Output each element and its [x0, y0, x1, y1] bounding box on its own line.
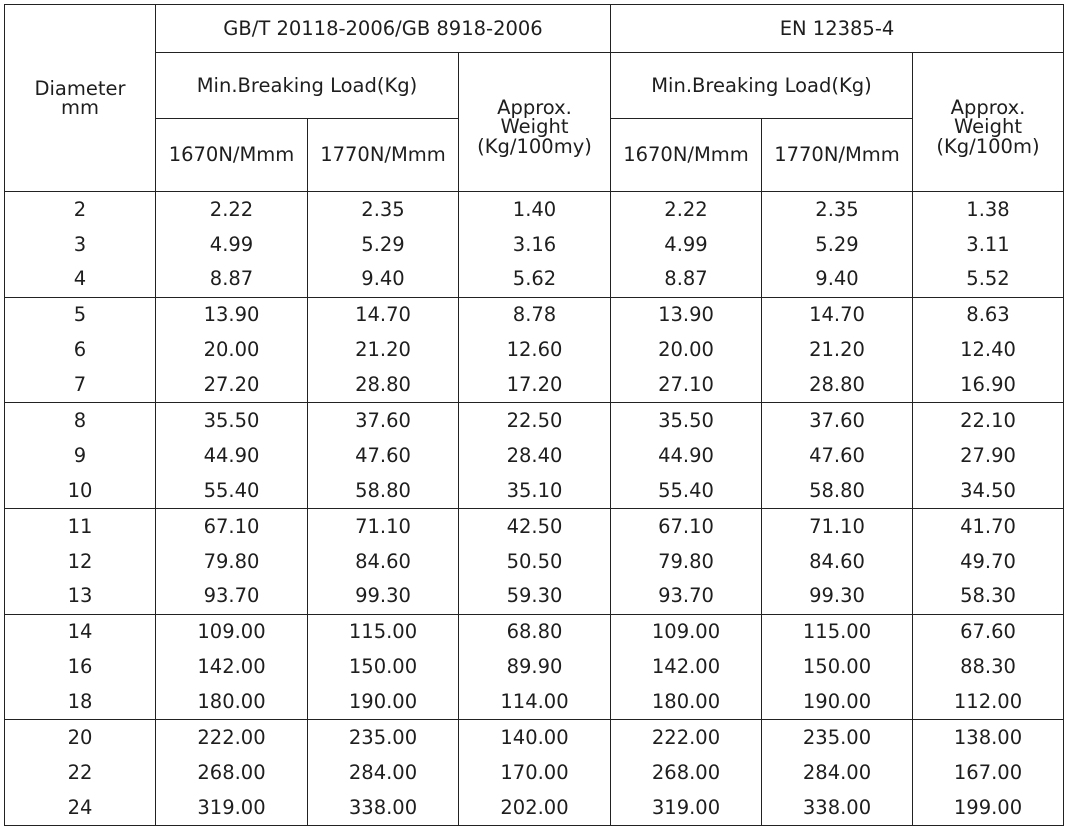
standard-header-gb: GB/T 20118-2006/GB 8918-2006 [156, 5, 611, 53]
cell-en-1670: 79.80 [611, 544, 762, 579]
cell-gb-1670: 2.22 [156, 192, 308, 227]
cell-gb-1770: 115.00 [308, 614, 459, 649]
table-row [5, 614, 1064, 649]
cell-gb-1670: 180.00 [156, 684, 308, 719]
cell-diameter: 3 [5, 227, 156, 262]
wire-rope-spec-table [4, 4, 1064, 826]
cell-gb-1770: 58.80 [308, 473, 459, 508]
cell-gb-1770: 21.20 [308, 333, 459, 368]
cell-en-1670: 20.00 [611, 333, 762, 368]
cell-en-weight: 167.00 [913, 755, 1064, 790]
cell-en-1770: 5.29 [762, 227, 913, 262]
weight-header-gb-line3: (Kg/100my) [477, 134, 592, 158]
cell-gb-1770: 9.40 [308, 262, 459, 297]
weight-header-en [913, 53, 1064, 192]
cell-en-1770: 84.60 [762, 544, 913, 579]
cell-gb-1770: 235.00 [308, 720, 459, 755]
cell-gb-weight: 1.40 [459, 192, 611, 227]
cell-gb-weight: 89.90 [459, 650, 611, 685]
cell-en-weight: 34.50 [913, 473, 1064, 508]
cell-gb-1770: 150.00 [308, 650, 459, 685]
cell-en-1770: 235.00 [762, 720, 913, 755]
cell-en-1770: 14.70 [762, 297, 913, 332]
cell-diameter: 24 [5, 790, 156, 825]
cell-diameter: 14 [5, 614, 156, 649]
table-row [5, 790, 1064, 825]
cell-en-1670: 319.00 [611, 790, 762, 825]
breaking-load-header-gb: Min.Breaking Load(Kg) [156, 53, 459, 119]
diameter-header-line2: mm [61, 96, 99, 119]
cell-gb-1670: 67.10 [156, 509, 308, 544]
cell-gb-1670: 93.70 [156, 579, 308, 614]
cell-gb-1670: 319.00 [156, 790, 308, 825]
cell-gb-weight: 170.00 [459, 755, 611, 790]
breaking-load-header-en: Min.Breaking Load(Kg) [611, 53, 913, 119]
cell-en-weight: 58.30 [913, 579, 1064, 614]
cell-gb-1670: 20.00 [156, 333, 308, 368]
cell-en-1670: 268.00 [611, 755, 762, 790]
cell-en-1670: 67.10 [611, 509, 762, 544]
cell-en-1770: 71.10 [762, 509, 913, 544]
cell-en-weight: 22.10 [913, 403, 1064, 438]
cell-en-1670: 4.99 [611, 227, 762, 262]
cell-gb-1670: 27.20 [156, 367, 308, 402]
cell-gb-1770: 190.00 [308, 684, 459, 719]
cell-gb-1770: 37.60 [308, 403, 459, 438]
grade-header-gb-1770: 1770N/Mmm [308, 119, 459, 192]
weight-header-en-line3: (Kg/100m) [936, 134, 1040, 158]
cell-en-1670: 35.50 [611, 403, 762, 438]
cell-en-weight: 1.38 [913, 192, 1064, 227]
cell-gb-1770: 84.60 [308, 544, 459, 579]
cell-gb-weight: 68.80 [459, 614, 611, 649]
cell-gb-1770: 47.60 [308, 438, 459, 473]
cell-en-1670: 222.00 [611, 720, 762, 755]
cell-en-1670: 13.90 [611, 297, 762, 332]
cell-gb-1770: 99.30 [308, 579, 459, 614]
cell-gb-1670: 55.40 [156, 473, 308, 508]
cell-en-1770: 37.60 [762, 403, 913, 438]
weight-header-en-line1: Approx. [950, 95, 1026, 119]
cell-gb-weight: 5.62 [459, 262, 611, 297]
cell-diameter: 2 [5, 192, 156, 227]
cell-diameter: 10 [5, 473, 156, 508]
cell-gb-weight: 202.00 [459, 790, 611, 825]
cell-en-weight: 27.90 [913, 438, 1064, 473]
diameter-header [5, 5, 156, 192]
cell-gb-1770: 284.00 [308, 755, 459, 790]
table-row [5, 192, 1064, 227]
cell-gb-1770: 5.29 [308, 227, 459, 262]
table-row [5, 720, 1064, 755]
cell-en-1670: 93.70 [611, 579, 762, 614]
cell-gb-weight: 59.30 [459, 579, 611, 614]
cell-en-1670: 109.00 [611, 614, 762, 649]
cell-diameter: 18 [5, 684, 156, 719]
cell-gb-weight: 22.50 [459, 403, 611, 438]
cell-en-1670: 180.00 [611, 684, 762, 719]
grade-header-en-1670: 1670N/Mmm [611, 119, 762, 192]
cell-en-weight: 12.40 [913, 333, 1064, 368]
table-row [5, 297, 1064, 332]
grade-header-en-1770: 1770N/Mmm [762, 119, 913, 192]
cell-diameter: 4 [5, 262, 156, 297]
table-row [5, 333, 1064, 368]
cell-diameter: 5 [5, 297, 156, 332]
cell-diameter: 13 [5, 579, 156, 614]
weight-header-gb-line2: Weight [500, 115, 569, 139]
cell-en-1770: 284.00 [762, 755, 913, 790]
weight-header-gb-line1: Approx. [497, 95, 572, 119]
cell-diameter: 7 [5, 367, 156, 402]
cell-en-1770: 338.00 [762, 790, 913, 825]
weight-header-gb [459, 53, 611, 192]
cell-en-1670: 44.90 [611, 438, 762, 473]
cell-en-1770: 115.00 [762, 614, 913, 649]
cell-en-weight: 138.00 [913, 720, 1064, 755]
cell-en-weight: 8.63 [913, 297, 1064, 332]
cell-en-1770: 190.00 [762, 684, 913, 719]
cell-gb-weight: 3.16 [459, 227, 611, 262]
table-row [5, 367, 1064, 402]
cell-gb-1670: 79.80 [156, 544, 308, 579]
cell-gb-1670: 4.99 [156, 227, 308, 262]
cell-gb-weight: 42.50 [459, 509, 611, 544]
table-row [5, 473, 1064, 508]
cell-diameter: 11 [5, 509, 156, 544]
weight-header-en-line2: Weight [954, 115, 1022, 139]
cell-gb-1670: 44.90 [156, 438, 308, 473]
cell-en-weight: 88.30 [913, 650, 1064, 685]
cell-en-1670: 27.10 [611, 367, 762, 402]
cell-en-1770: 150.00 [762, 650, 913, 685]
cell-en-weight: 112.00 [913, 684, 1064, 719]
cell-diameter: 12 [5, 544, 156, 579]
cell-en-weight: 16.90 [913, 367, 1064, 402]
table-row [5, 227, 1064, 262]
cell-gb-weight: 8.78 [459, 297, 611, 332]
table-row [5, 509, 1064, 544]
diameter-header-line1: Diameter [34, 76, 126, 100]
cell-gb-1770: 71.10 [308, 509, 459, 544]
table-row [5, 544, 1064, 579]
cell-gb-weight: 28.40 [459, 438, 611, 473]
cell-en-weight: 5.52 [913, 262, 1064, 297]
cell-en-weight: 199.00 [913, 790, 1064, 825]
cell-gb-weight: 35.10 [459, 473, 611, 508]
table-body [5, 192, 1064, 826]
cell-en-1670: 2.22 [611, 192, 762, 227]
cell-gb-1770: 338.00 [308, 790, 459, 825]
cell-diameter: 20 [5, 720, 156, 755]
cell-gb-weight: 12.60 [459, 333, 611, 368]
table-row [5, 650, 1064, 685]
cell-diameter: 9 [5, 438, 156, 473]
cell-gb-1670: 222.00 [156, 720, 308, 755]
cell-diameter: 22 [5, 755, 156, 790]
cell-diameter: 8 [5, 403, 156, 438]
cell-gb-weight: 114.00 [459, 684, 611, 719]
cell-en-weight: 49.70 [913, 544, 1064, 579]
cell-diameter: 16 [5, 650, 156, 685]
cell-en-1770: 2.35 [762, 192, 913, 227]
cell-en-weight: 41.70 [913, 509, 1064, 544]
cell-en-1770: 58.80 [762, 473, 913, 508]
table-row [5, 579, 1064, 614]
cell-gb-weight: 17.20 [459, 367, 611, 402]
table-row [5, 262, 1064, 297]
cell-en-1770: 47.60 [762, 438, 913, 473]
cell-gb-1670: 142.00 [156, 650, 308, 685]
standard-header-en: EN 12385-4 [611, 5, 1064, 53]
cell-gb-1770: 2.35 [308, 192, 459, 227]
cell-diameter: 6 [5, 333, 156, 368]
cell-gb-1670: 268.00 [156, 755, 308, 790]
table-row [5, 403, 1064, 438]
table-row [5, 755, 1064, 790]
grade-header-gb-1670: 1670N/Mmm [156, 119, 308, 192]
cell-en-weight: 67.60 [913, 614, 1064, 649]
cell-gb-1770: 14.70 [308, 297, 459, 332]
cell-gb-weight: 140.00 [459, 720, 611, 755]
cell-gb-1670: 13.90 [156, 297, 308, 332]
cell-gb-1770: 28.80 [308, 367, 459, 402]
cell-en-1770: 21.20 [762, 333, 913, 368]
cell-gb-1670: 35.50 [156, 403, 308, 438]
cell-en-1770: 99.30 [762, 579, 913, 614]
cell-en-1670: 8.87 [611, 262, 762, 297]
cell-en-1670: 55.40 [611, 473, 762, 508]
cell-en-1770: 9.40 [762, 262, 913, 297]
cell-gb-1670: 109.00 [156, 614, 308, 649]
cell-en-1670: 142.00 [611, 650, 762, 685]
cell-gb-weight: 50.50 [459, 544, 611, 579]
cell-gb-1670: 8.87 [156, 262, 308, 297]
cell-en-1770: 28.80 [762, 367, 913, 402]
table-row [5, 684, 1064, 719]
cell-en-weight: 3.11 [913, 227, 1064, 262]
table-row [5, 438, 1064, 473]
